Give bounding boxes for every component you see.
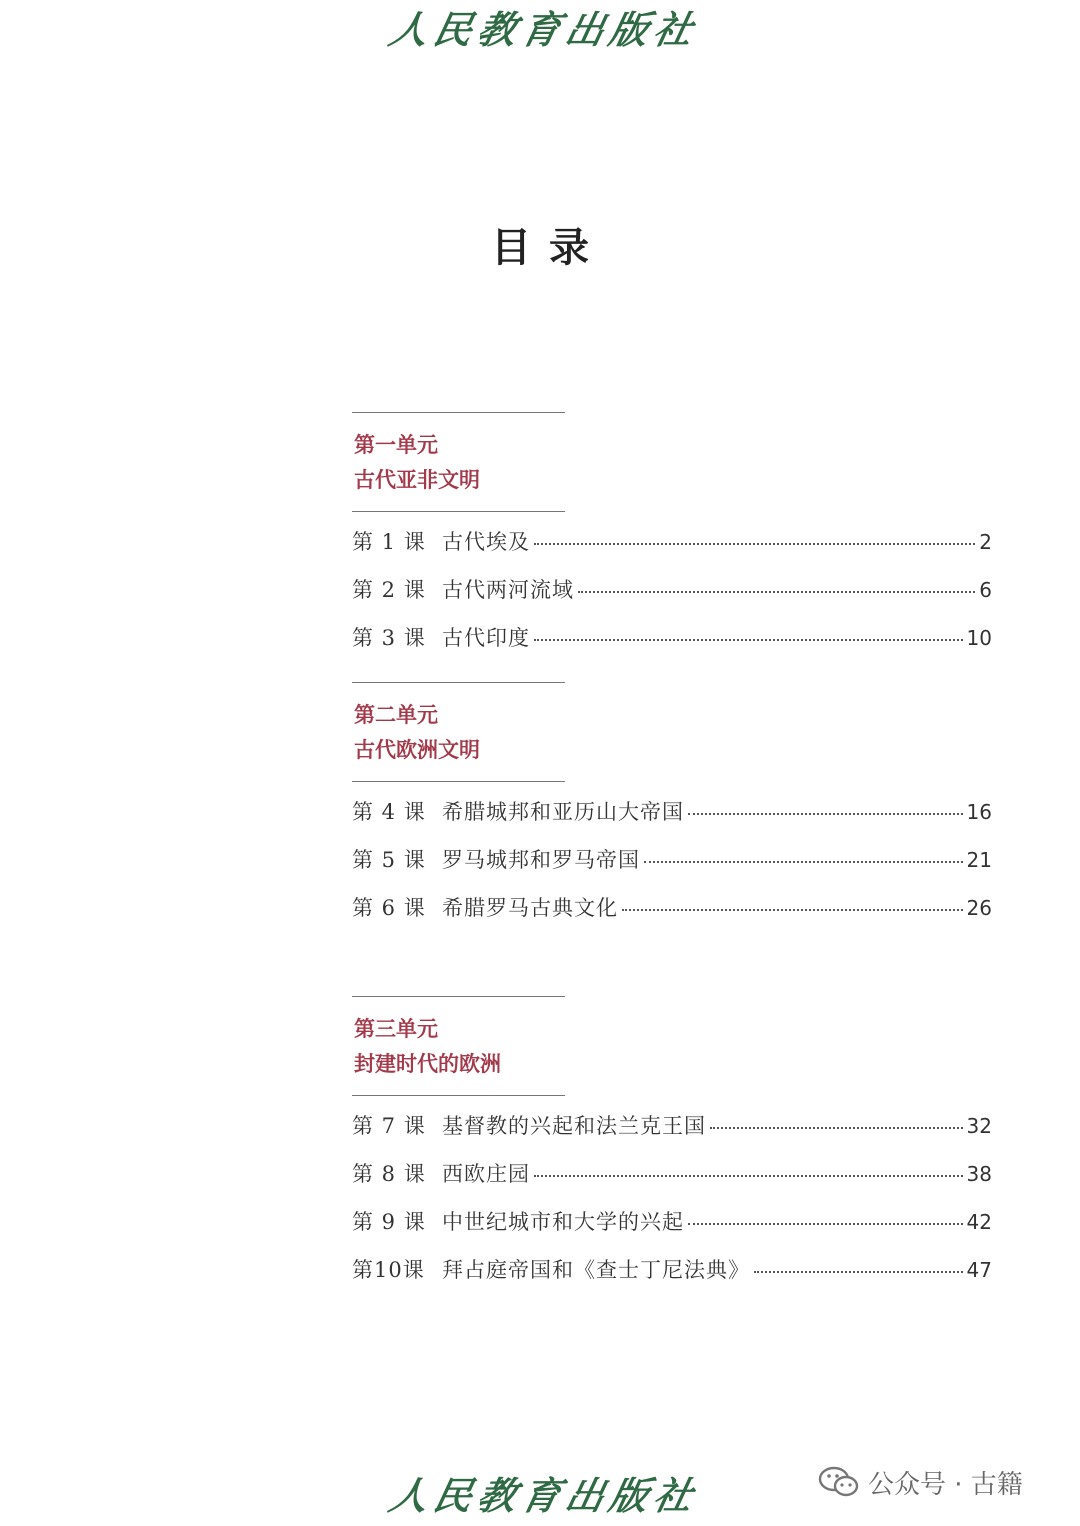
toc-entry[interactable] — [352, 1254, 992, 1302]
page-number: 16 — [966, 800, 992, 824]
toc-entry[interactable] — [352, 526, 992, 574]
dot-leader — [688, 1222, 963, 1225]
dot-leader — [710, 1126, 963, 1129]
lesson-number: 第 2 课 — [352, 578, 426, 602]
watermark — [818, 1462, 1023, 1502]
lesson-number: 第 9 课 — [352, 1210, 426, 1234]
divider — [352, 1095, 565, 1096]
lesson-title: 古代两河流域 — [442, 578, 574, 602]
unit-title: 古代欧洲文明 — [354, 737, 480, 762]
unit-title: 封建时代的欧洲 — [354, 1051, 501, 1076]
publisher-logo-top: 人民教育出版社 — [385, 7, 703, 52]
page-title: 目录 — [491, 225, 607, 271]
dot-leader — [534, 638, 963, 641]
lesson-title: 古代埃及 — [442, 530, 530, 554]
toc-entry[interactable] — [352, 1110, 992, 1158]
unit-section — [352, 412, 992, 670]
lesson-title: 罗马城邦和罗马帝国 — [442, 848, 640, 872]
toc-entry[interactable] — [352, 892, 992, 940]
dot-leader — [688, 812, 963, 815]
lesson-number: 第 7 课 — [352, 1114, 426, 1138]
lesson-list — [352, 1110, 992, 1302]
unit-section — [352, 996, 992, 1302]
unit-heading — [352, 997, 992, 1095]
toc-entry[interactable] — [352, 844, 992, 892]
lesson-list — [352, 796, 992, 940]
page-number: 10 — [966, 626, 992, 650]
page-number: 21 — [966, 848, 992, 872]
lesson-number: 第 3 课 — [352, 626, 426, 650]
page-number: 38 — [966, 1162, 992, 1186]
unit-heading — [352, 683, 992, 781]
divider — [352, 781, 565, 782]
lesson-title: 中世纪城市和大学的兴起 — [442, 1210, 684, 1234]
dot-leader — [754, 1270, 963, 1273]
page-number: 32 — [966, 1114, 992, 1138]
lesson-title: 西欧庄园 — [442, 1162, 530, 1186]
lesson-list — [352, 526, 992, 670]
unit-label: 第三单元 — [354, 1016, 438, 1041]
page-number: 42 — [966, 1210, 992, 1234]
publisher-logo-bottom: 人民教育出版社 — [385, 1473, 703, 1518]
toc-entry[interactable] — [352, 1206, 992, 1254]
unit-heading — [352, 413, 992, 511]
unit-label: 第一单元 — [354, 432, 438, 457]
dot-leader — [644, 860, 963, 863]
unit-section — [352, 682, 992, 940]
toc-entry[interactable] — [352, 622, 992, 670]
lesson-number: 第 6 课 — [352, 896, 426, 920]
lesson-number: 第 8 课 — [352, 1162, 426, 1186]
unit-label: 第二单元 — [354, 702, 438, 727]
unit-title: 古代亚非文明 — [354, 467, 480, 492]
toc-entry[interactable] — [352, 796, 992, 844]
lesson-number: 第 5 课 — [352, 848, 426, 872]
page-number: 6 — [979, 578, 992, 602]
watermark-text: 公众号 · 古籍 — [868, 1469, 1023, 1500]
toc-entry[interactable] — [352, 1158, 992, 1206]
page-number: 47 — [966, 1258, 992, 1282]
lesson-number: 第 4 课 — [352, 800, 426, 824]
dot-leader — [622, 908, 963, 911]
dot-leader — [534, 1174, 963, 1177]
page-number: 2 — [979, 530, 992, 554]
divider — [352, 511, 565, 512]
toc-entry[interactable] — [352, 574, 992, 622]
lesson-title: 古代印度 — [442, 626, 530, 650]
lesson-number: 第10课 — [352, 1258, 425, 1282]
lesson-title: 拜占庭帝国和《查士丁尼法典》 — [442, 1258, 750, 1282]
lesson-title: 希腊罗马古典文化 — [442, 896, 618, 920]
lesson-title: 希腊城邦和亚历山大帝国 — [442, 800, 684, 824]
dot-leader — [578, 590, 975, 593]
lesson-number: 第 1 课 — [352, 530, 426, 554]
dot-leader — [534, 542, 975, 545]
lesson-title: 基督教的兴起和法兰克王国 — [442, 1114, 706, 1138]
wechat-icon — [818, 1465, 860, 1499]
page-number: 26 — [966, 896, 992, 920]
